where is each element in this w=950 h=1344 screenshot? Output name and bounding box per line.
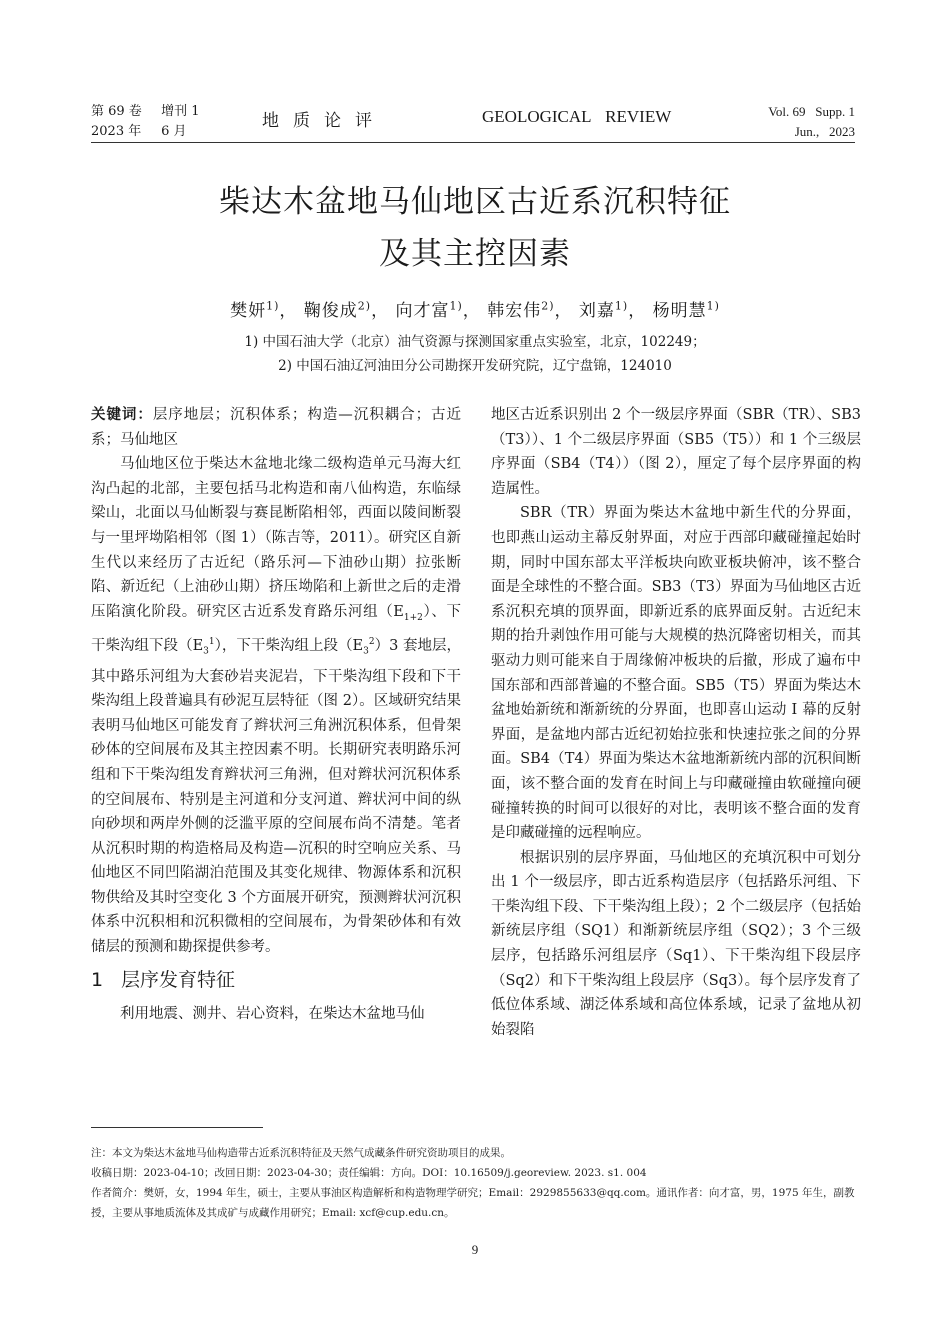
affiliation-1: 1) 中国石油大学（北京）油气资源与探测国家重点实验室，北京，102249；: [244, 334, 706, 350]
author-name: 鞠俊成: [303, 301, 358, 321]
section-1-heading: [91, 966, 461, 994]
left-column: [91, 403, 461, 1026]
keywords-label: 关键词：: [91, 407, 153, 423]
month-cn: 6 月: [161, 124, 187, 139]
intro-text-a: 马仙地区位于柴达木盆地北缘二级构造单元马海大红沟凸起的北部，主要包括马北构造和南八仙构造，东临绿梁山，北面以马仙断裂与赛昆断陷相邻，西面以陵间断裂与一里坪坳陷相邻（图 1）（陈吉等，2011）。研究区自新生代以来经历了古近纪（路乐河—下油砂山期）拉张断陷、新近纪（上油砂山期）挤压坳陷和上新世之后的走滑压陷演化阶段。研究区古近系发育路乐河组（E: [91, 456, 461, 620]
author-affil-mark: 1): [449, 299, 463, 313]
superscript: 2: [368, 637, 375, 648]
intro-text-c: ），下干柴沟组上段（E: [214, 638, 364, 655]
journal-name-cn: 地质论评: [262, 111, 386, 131]
section-1-paragraph-1-continuation: 地区古近系识别出 2 个一级层序界面（SBR（TR）、SB3（T3））、1 个二级层序界面（SB5（T5））和 1 个三级层序界面（SB4（T4））（图 2），厘定了每个层序界面的构造属性。: [491, 407, 861, 497]
author-name: 向才富: [395, 301, 450, 321]
page-number: 9: [471, 1242, 479, 1257]
author-name: 杨明慧: [652, 301, 707, 321]
intro-text-d: ）3 套地层，其中路乐河组为大套砂岩夹泥岩，下干柴沟组下段和下干柴沟组上段普遍具有砂泥互层特征（图 2）。区域研究结果表明马仙地区可能发育了辫状河三角洲沉积体系，但骨架砂体的空间展布及其主控因素不明。长期研究表明路乐河组和下干柴沟组发育辫状河三角洲，但对辫状河沉积体系的空间展布、特别是主河道和分支河道、辫状河中间的纵向砂坝和两岸外侧的泛滥平原的空间展布尚不清楚。笔者从沉积时期的构造格局及构造—沉积的时空响应关系、马仙地区不同凹陷湖泊范围及其变化规律、物源体系和沉积物供给及其时空变化 3 个方面展开研究，预测辫状河沉积体系中沉积相和沉积微相的空间展布，为骨架砂体和有效储层的预测和勘探提供参考。: [91, 638, 461, 956]
author-affil-mark: 1): [614, 299, 629, 313]
keywords: [91, 403, 461, 452]
received-dates: 收稿日期：2023-04-10；改回日期：2023-04-30；责任编辑：方向。DOI：10.16509/j.georeview. 2023. s1. 004: [91, 1167, 647, 1179]
journal-issue-cn: [91, 102, 200, 142]
intro-text-b: ）、下干柴沟组下段（E: [91, 603, 462, 655]
section-title: 层序发育特征: [121, 968, 236, 991]
subscript: 3: [363, 646, 369, 657]
affiliation-2: 2) 中国石油辽河油田分公司勘探开发研究院，辽宁盘锦，124010: [278, 358, 672, 374]
section-1-paragraph-3: 根据识别的层序界面，马仙地区的充填沉积中可划分出 1 个一级层序，即古近系构造层序（包括路乐河组、下干柴沟组下段、下干柴沟组上段）；2 个二级层序（包括始新统层序组（SQ1）和渐新统层序组（SQ2）；3 个三级层序，包括路乐河组层序（Sq1）、下干柴沟组下段层序（Sq2）和下干柴沟组上段层序（Sq3）。每个层序发育了低位体系域、湖泛体系域和高位体系域，记录了盆地从初始裂陷: [491, 849, 861, 1038]
volume-en: Vol. 69 Supp. 1: [768, 104, 855, 119]
author-name: 韩宏伟: [487, 301, 542, 321]
section-1-paragraph-2: SBR（TR）界面为柴达木盆地中新生代的分界面，也即燕山运动主幕反射界面，对应于西部印藏碰撞起始时期，同时中国东部太平洋板块向欧亚板块俯冲，该不整合面是全球性的不整合面。SB3（T3）界面为马仙地区古近系沉积充填的顶界面，即新近系的底界面反射。古近纪末期的抬升剥蚀作用可能与大规模的热沉降密切相关，而其驱动力则可能来自于周缘俯冲板块的后撤，形成了遍布中国东部和西部普遍的不整合面。SB5（T5）界面为柴达木盆地始新统和渐新统的分界面，也即喜山运动 I 幕的反射界面，是盆地内部古近纪初始拉张和快速拉张之间的分界面。SB4（T4）界面为柴达木盆地渐新统内部的沉积间断面，该不整合面的发育在时间上与印藏碰撞由软碰撞向硬碰撞转换的时间可以很好的对比，表明该不整合面的发育是印藏碰撞的远程响应。: [491, 505, 861, 842]
header-rule: [91, 142, 855, 143]
volume-cn: 第 69 卷: [91, 104, 142, 119]
journal-issue-en: [768, 102, 855, 142]
author-name: 樊妍: [230, 301, 267, 321]
author-affil-mark: 1): [706, 299, 720, 313]
section-number: 1: [91, 968, 104, 991]
section-1-paragraph-1-cont: [491, 403, 861, 501]
title-line-2: 及其主控因素: [379, 236, 571, 272]
year-cn: 2023 年: [91, 124, 142, 139]
author-list: 樊妍$^{1)}$， 鞠俊成$^{2)}$， 向才富$^{1)}$， 韩宏伟$^{2)}$， 刘嘉$^{1)}$， 杨明慧$^{1)}$: [230, 299, 720, 321]
section-1-paragraph-1: 利用地震、测井、岩心资料，在柴达木盆地马仙: [120, 1005, 425, 1022]
author-name: 刘嘉: [578, 301, 615, 321]
journal-name-en: GEOLOGICAL REVIEW: [482, 107, 672, 126]
keywords-text: 层序地层；沉积体系；构造—沉积耦合；古近系；马仙地区: [91, 407, 462, 448]
author-affil-mark: 2): [357, 299, 372, 313]
article-title: [0, 176, 950, 280]
section-1-paragraph-1-start: [91, 1002, 461, 1027]
right-column: [491, 403, 861, 1042]
author-info: 作者简介：樊妍，女，1994 年生，硕士，主要从事油区构造解析和构造物理学研究；Email：2929855633@qq.com。通讯作者：向才富，男，1975 年生，副教授，主要从事地质流体及其成矿与成藏作用研究；Email: xcf@cup.edu.cn。: [91, 1187, 855, 1219]
superscript: 1: [208, 637, 215, 648]
footnotes: [91, 1143, 861, 1223]
author-affil-mark: 2): [541, 299, 555, 313]
funding-note: 注：本文为柴达木盆地马仙构造带古近系沉积特征及天然气成藏条件研究资助项目的成果。: [91, 1147, 511, 1159]
author-affil-mark: 1): [266, 299, 280, 313]
subscript: 1+2: [403, 612, 423, 623]
intro-paragraph: [91, 452, 461, 959]
footnote-rule: [91, 1127, 263, 1128]
date-en: Jun., 2023: [794, 124, 855, 139]
subscript: 3: [203, 646, 209, 657]
title-line-1: 柴达木盆地马仙地区古近系沉积特征: [219, 184, 731, 220]
supplement-cn: 增刊 1: [161, 104, 200, 119]
